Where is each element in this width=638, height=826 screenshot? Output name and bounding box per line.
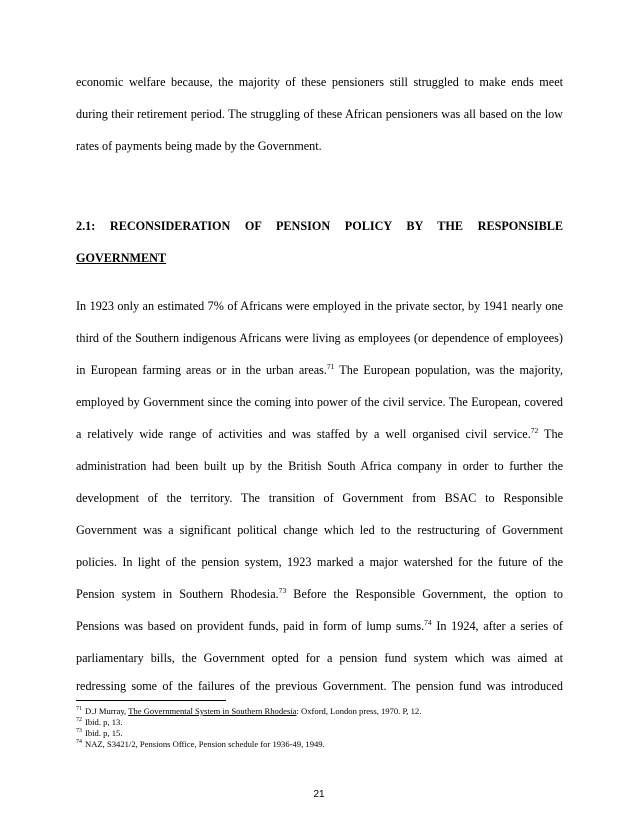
footnote-book-title: The Governmental System in Southern Rhodesia — [128, 706, 297, 716]
paragraph-text: in European farming areas or in the urban areas. — [76, 363, 327, 377]
footnote-text: Ibid. p, 15. — [85, 728, 123, 738]
footnote — [76, 717, 122, 728]
footnote-number: 72 — [76, 717, 82, 724]
footnote — [76, 728, 122, 739]
footnote — [76, 706, 421, 717]
footnote-number: 74 — [76, 739, 82, 746]
paragraph-line — [76, 618, 563, 634]
footnote-ref: 71 — [326, 361, 335, 371]
paragraph-line: employed by Government since the coming into power of the civil service. The European, covered — [76, 395, 563, 409]
footnote-ref: 74 — [424, 617, 432, 627]
paragraph-line — [76, 362, 563, 378]
paragraph-text: Before the Responsible Government, the option to — [286, 587, 563, 601]
paragraph-line: development of the territory. The transition of Government from BSAC to Responsible — [76, 491, 563, 505]
paragraph-line: administration had been built up by the British South Africa company in order to further the — [76, 459, 563, 473]
paragraph-line: In 1923 only an estimated 7% of Africans were employed in the private sector, by 1941 nearly one — [76, 299, 563, 313]
footnote — [76, 739, 325, 750]
footnote-text: : Oxford, London press, 1970. P, 12. — [296, 706, 422, 716]
paragraph-line — [76, 586, 563, 602]
footnote-text: Ibid. p, 13. — [85, 717, 123, 727]
section-heading-continued: GOVERNMENT — [76, 251, 167, 265]
paragraph-line: Government was a significant political change which led to the restructuring of Government — [76, 523, 563, 537]
paragraph-text: The European population, was the majority, — [334, 363, 563, 377]
section-heading: 2.1: RECONSIDERATION OF PENSION POLICY BY THE RESPONSIBLE — [76, 219, 563, 233]
paragraph-text: Pension system in Southern Rhodesia. — [76, 587, 279, 601]
footnote-text: NAZ, S3421/2, Pensions Office, Pension schedule for 1936-49, 1949. — [85, 739, 325, 749]
paragraph-text: In 1924, after a series of — [431, 619, 563, 633]
paragraph-line: parliamentary bills, the Government opted for a pension fund system which was aimed at — [76, 651, 563, 665]
paragraph-line: policies. In light of the pension system, 1923 marked a major watershed for the future of the — [76, 555, 563, 569]
paragraph-text: The — [538, 427, 563, 441]
paragraph-text: a relatively wide range of activities and was staffed by a well organised civil service. — [76, 427, 531, 441]
footnote-ref: 72 — [530, 425, 539, 435]
paragraph-line: redressing some of the failures of the previous Government. The pension fund was introduced — [76, 679, 563, 693]
page-number: 21 — [313, 789, 325, 800]
intro-line-2: during their retirement period. The struggling of these African pensioners was all based on the low — [76, 107, 563, 121]
intro-line-1: economic welfare because, the majority of these pensioners still struggled to make ends meet — [76, 75, 563, 89]
paragraph-text: Pensions was based on provident funds, paid in form of lump sums. — [76, 619, 425, 633]
footnote-number: 73 — [76, 728, 82, 735]
footnote-ref: 73 — [278, 585, 287, 595]
footnote-text: D.J Murray, — [85, 706, 129, 716]
paragraph-line — [76, 426, 563, 442]
paragraph-line: third of the Southern indigenous Africans were living as employees (or dependence of employees) — [76, 331, 563, 345]
footnote-number: 71 — [76, 706, 82, 713]
intro-line-3: rates of payments being made by the Government. — [76, 139, 322, 153]
footnote-divider — [76, 700, 226, 701]
